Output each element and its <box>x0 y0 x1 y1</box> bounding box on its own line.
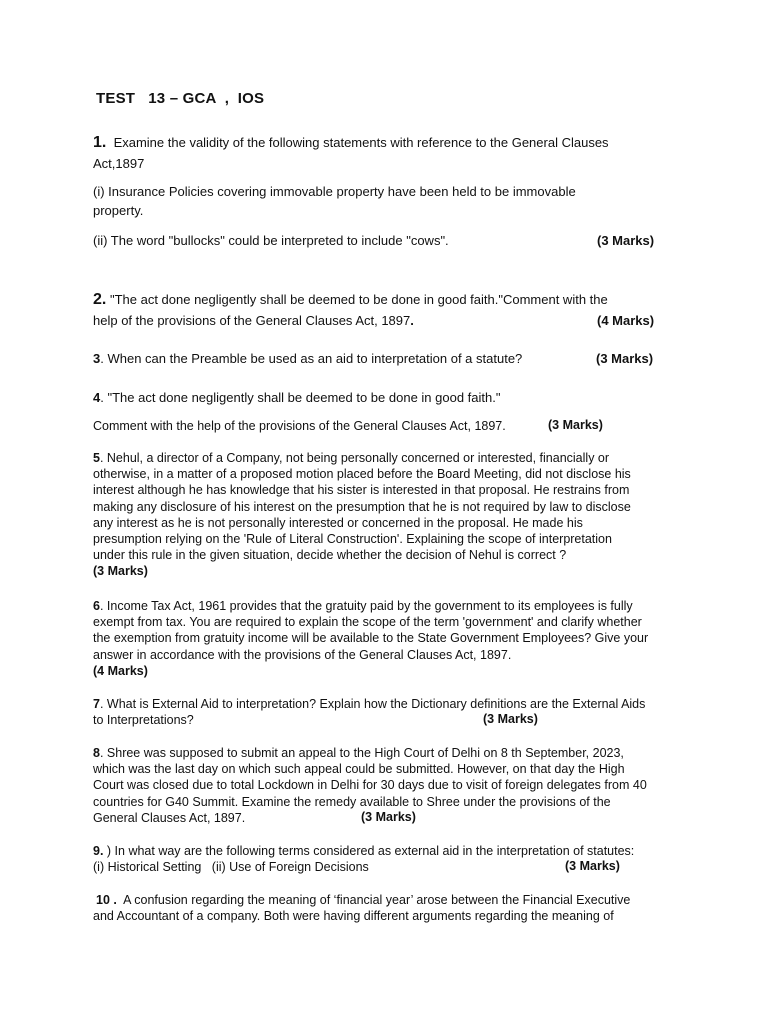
question-9-line-1 <box>93 843 683 859</box>
question-4 <box>93 390 500 406</box>
question-3 <box>93 351 522 367</box>
question-8-number: 8 <box>93 746 100 760</box>
question-5 <box>93 450 683 580</box>
question-3-text: . When can the Preamble be used as an aid to interpretation of a statute? <box>100 351 523 366</box>
question-4-number: 4 <box>93 390 101 405</box>
question-1-statement-ii: (ii) The word "bullocks" could be interpreted to include "cows". <box>93 233 449 248</box>
question-9-text: ) In what way are the following terms considered as external aid in the interpretation of statutes: <box>103 844 635 858</box>
question-8-marks: (3 Marks) <box>361 810 416 824</box>
question-5-line-6: presumption relying on the 'Rule of Literal Construction'. Explaining the scope of interpretation <box>93 532 612 547</box>
question-5-line-1 <box>93 450 683 466</box>
question-2-number: 2. <box>93 291 107 308</box>
question-5-number: 5 <box>93 451 100 465</box>
question-6-marks: (4 Marks) <box>93 663 148 678</box>
question-10-number: 10 . <box>96 893 117 907</box>
question-2-text: "The act done negligently shall be deemed to be done in good faith."Comment with the <box>106 292 608 307</box>
question-2 <box>93 292 608 308</box>
question-5-line-3: interest although he has knowledge that his sister is interested in that proposal. He restrains from <box>93 483 630 498</box>
question-1-text: Examine the validity of the following statements with reference to the General Clauses <box>106 135 609 150</box>
question-7-number: 7 <box>93 697 100 711</box>
question-1-statement-i: (i) Insurance Policies covering immovable property have been held to be immovable <box>93 184 576 199</box>
question-10-line-1 <box>93 892 683 908</box>
question-6-line-4: answer in accordance with the provisions of the General Clauses Act, 1897. <box>93 647 512 662</box>
question-2-marks: (4 Marks) <box>597 313 655 328</box>
question-8-line-5: General Clauses Act, 1897. <box>93 810 246 825</box>
question-8-text: . Shree was supposed to submit an appeal to the High Court of Delhi on 8 th September, 2023, <box>99 746 624 760</box>
test-title: TEST 13 – GCA , IOS <box>96 90 265 107</box>
question-1-text-cont: Act,1897 <box>93 156 145 171</box>
question-8-line-2: which was the last day on which such appeal could be submitted. However, on that day the High <box>93 762 625 777</box>
question-7-text: . What is External Aid to interpretation? Explain how the Dictionary definitions are the External Aids <box>99 697 646 711</box>
question-7-line-1 <box>93 696 683 712</box>
question-8-line-3: Court was closed due to total Lockdown in Delhi for 30 days due to visit of foreign delegates from 40 <box>93 778 647 793</box>
question-8-line-1 <box>93 745 683 761</box>
question-6-line-2: exempt from tax. You are required to explain the scope of the term 'government' and clarify whether <box>93 615 642 630</box>
question-2-text-cont <box>93 313 414 329</box>
question-2-text-cont-body: help of the provisions of the General Clauses Act, 1897 <box>93 313 411 328</box>
question-5-text: . Nehul, a director of a Company, not being personally concerned or interested, financially or <box>99 451 610 465</box>
question-4-text-cont: Comment with the help of the provisions of the General Clauses Act, 1897. <box>93 419 506 433</box>
question-9-line-2: (i) Historical Setting (ii) Use of Foreign Decisions <box>93 860 369 875</box>
question-3-marks: (3 Marks) <box>596 351 654 366</box>
question-1-marks: (3 Marks) <box>597 233 655 248</box>
question-9-number: 9. <box>93 844 104 858</box>
question-10-line-2: and Accountant of a company. Both were having different arguments regarding the meaning of <box>93 909 614 924</box>
question-1-number: 1. <box>93 134 107 151</box>
question-10-text: A confusion regarding the meaning of ‘financial year’ arose between the Financial Executive <box>116 893 631 907</box>
question-5-line-7: under this rule in the given situation, decide whether the decision of Nehul is correct ? <box>93 548 567 563</box>
question-1-statement-i-cont: property. <box>93 203 144 218</box>
question-4-marks: (3 Marks) <box>548 418 603 432</box>
question-5-line-4: making any disclosure of his interest on the presumption that he is not required by law to disclose <box>93 499 631 514</box>
question-6-line-1 <box>93 598 683 614</box>
question-6-text: . Income Tax Act, 1961 provides that the gratuity paid by the government to its employees is fully <box>99 599 633 613</box>
question-3-number: 3 <box>93 351 101 366</box>
question-7-line-2: to Interpretations? <box>93 713 194 728</box>
question-7 <box>93 696 683 728</box>
question-5-line-5: any interest as he is not personally interested or concerned in the proposal. He made his <box>93 515 583 530</box>
question-1 <box>93 135 609 151</box>
question-6 <box>93 598 683 679</box>
question-6-number: 6 <box>93 599 100 613</box>
question-5-marks: (3 Marks) <box>93 564 148 579</box>
question-10 <box>93 892 683 924</box>
question-4-text: . "The act done negligently shall be deemed to be done in good faith." <box>100 390 501 405</box>
question-8-line-4: countries for G40 Summit. Examine the remedy available to Shree under the provisions of the <box>93 794 611 809</box>
question-9-marks: (3 Marks) <box>565 859 620 873</box>
question-6-line-3: the exemption from gratuity income will be available to the State Government Employees? Give your <box>93 631 649 646</box>
question-2-period: . <box>410 313 414 328</box>
question-7-marks: (3 Marks) <box>483 712 538 726</box>
question-5-line-2: otherwise, in a matter of a proposed motion placed before the Board Meeting, did not disclose his <box>93 467 631 482</box>
